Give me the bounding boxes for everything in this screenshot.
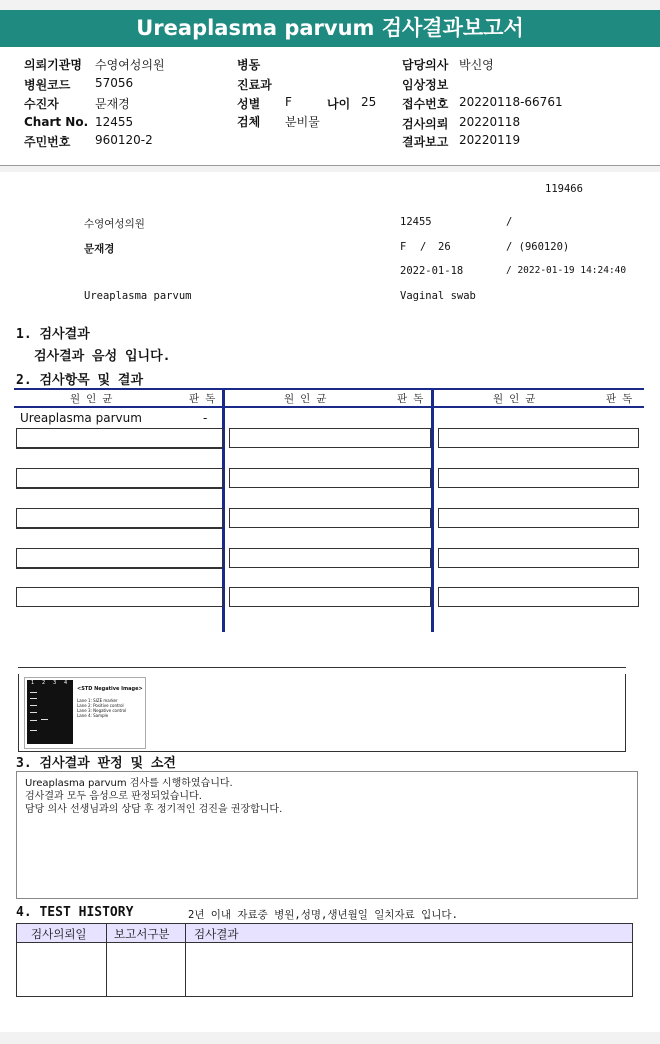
th-judge-3: 판독 bbox=[606, 393, 639, 405]
value-hospital-code: 57056 bbox=[95, 76, 134, 90]
gel-title: <STD Negative Image> bbox=[77, 686, 143, 692]
th-cause-1: 원인균 bbox=[70, 393, 119, 405]
label-patient: 수진자 bbox=[24, 97, 59, 111]
value-sex: F bbox=[285, 95, 292, 109]
pb-sex: F bbox=[400, 241, 407, 253]
result-cell bbox=[229, 428, 431, 448]
result-cell bbox=[438, 428, 639, 448]
pb-chart-no: 12455 bbox=[400, 216, 432, 228]
label-sex: 성별 bbox=[237, 97, 261, 111]
value-accession-no: 20220118-66761 bbox=[459, 95, 563, 109]
label-accession-no: 접수번호 bbox=[402, 97, 449, 111]
value-chart-no: 12455 bbox=[95, 115, 134, 129]
pb-clinic: 수영여성의원 bbox=[84, 218, 145, 230]
row-rule bbox=[16, 488, 222, 489]
section1-result: 검사결과 음성 입니다. bbox=[34, 349, 171, 364]
gel-legend-2: Lane 2: Positive control bbox=[77, 703, 124, 708]
result-cell bbox=[229, 587, 431, 607]
result-cell bbox=[16, 508, 223, 528]
gel-image bbox=[24, 677, 146, 749]
pb-sep: / bbox=[420, 241, 427, 253]
label-chart-no: Chart No. bbox=[24, 115, 89, 129]
label-department: 진료과 bbox=[237, 78, 272, 92]
gel-legend-4: Lane 4: Sample bbox=[77, 713, 109, 718]
history-divider-1 bbox=[106, 924, 107, 996]
row-rule bbox=[16, 448, 222, 449]
comment-line-2: 검사결과 모두 음성으로 판정되었습니다. bbox=[25, 791, 202, 802]
history-divider-2 bbox=[185, 924, 186, 996]
report-page bbox=[0, 172, 660, 1032]
gel-band bbox=[30, 698, 37, 699]
label-clinical-info: 임상정보 bbox=[402, 78, 449, 92]
history-note: 2년 이내 자료중 병원,성명,생년월일 일치자료 입니다. bbox=[188, 909, 458, 921]
gel-band bbox=[41, 719, 48, 720]
gel-band bbox=[30, 720, 37, 721]
gel-legend-3: Lane 3: Negative control bbox=[77, 708, 127, 713]
history-col-result: 검사결과 bbox=[194, 927, 239, 941]
pb-slash: / bbox=[506, 216, 513, 228]
value-report-date: 20220119 bbox=[459, 133, 521, 147]
value-doctor: 박신영 bbox=[459, 58, 494, 72]
value-age: 25 bbox=[361, 95, 377, 109]
gel-lane-1: 1 bbox=[31, 680, 35, 686]
row-rule bbox=[16, 568, 222, 569]
th-judge-2: 판독 bbox=[397, 393, 430, 405]
section2-heading: 2. 검사항목 및 결과 bbox=[16, 373, 144, 388]
pb-birth: / (960120) bbox=[506, 241, 570, 253]
result-cell bbox=[438, 587, 639, 607]
pb-age: 26 bbox=[438, 241, 451, 253]
value-resident-no: 960120-2 bbox=[95, 133, 153, 147]
result-item-name: Ureaplasma parvum bbox=[20, 411, 142, 425]
value-institution: 수영여성의원 bbox=[95, 58, 165, 72]
label-request-date: 검사의뢰 bbox=[402, 117, 449, 131]
row-rule bbox=[16, 528, 222, 529]
report-title: Ureaplasma parvum 검사결과보고서 bbox=[0, 10, 660, 47]
gel-lane-2: 2 bbox=[42, 680, 46, 686]
result-cell bbox=[16, 468, 223, 488]
label-institution: 의뢰기관명 bbox=[24, 58, 82, 72]
label-specimen: 검체 bbox=[237, 115, 261, 129]
result-cell bbox=[438, 508, 639, 528]
gel-band bbox=[30, 730, 37, 731]
history-col-date: 검사의뢰일 bbox=[31, 927, 87, 941]
result-cell bbox=[16, 548, 223, 568]
pb-reported: / 2022-01-19 14:24:40 bbox=[506, 265, 627, 276]
result-cell bbox=[229, 508, 431, 528]
label-ward: 병동 bbox=[237, 58, 261, 72]
gel-band bbox=[30, 705, 37, 706]
gel-band bbox=[30, 692, 37, 693]
header-info bbox=[0, 47, 660, 166]
label-resident-no: 주민번호 bbox=[24, 135, 71, 149]
comment-box bbox=[16, 771, 638, 899]
result-cell bbox=[229, 468, 431, 488]
gel-lane-4: 4 bbox=[64, 680, 68, 686]
pb-test-name: Ureaplasma parvum bbox=[84, 290, 192, 302]
result-cell bbox=[438, 548, 639, 568]
gel-lane-3: 3 bbox=[53, 680, 57, 686]
history-col-type: 보고서구분 bbox=[114, 927, 170, 941]
history-table bbox=[16, 923, 633, 997]
label-report-date: 결과보고 bbox=[402, 135, 449, 149]
result-item-judge: - bbox=[203, 411, 208, 425]
history-header-row bbox=[17, 924, 632, 943]
value-patient: 문재경 bbox=[95, 97, 130, 111]
pb-name: 문재경 bbox=[84, 243, 115, 255]
label-hospital-code: 병원코드 bbox=[24, 78, 71, 92]
pb-received: 2022-01-18 bbox=[400, 265, 464, 277]
result-cell bbox=[229, 548, 431, 568]
pb-specimen: Vaginal swab bbox=[400, 290, 476, 302]
value-request-date: 20220118 bbox=[459, 115, 521, 129]
table-header-rule bbox=[14, 406, 644, 408]
th-judge-1: 판독 bbox=[189, 393, 222, 405]
result-cell bbox=[438, 468, 639, 488]
result-cell bbox=[16, 587, 223, 607]
table-divider-2 bbox=[431, 388, 434, 632]
gel-legend-1: Lane 1: SIZE marker bbox=[77, 698, 118, 703]
table-top-rule bbox=[14, 388, 644, 390]
section4-heading: 4. TEST HISTORY bbox=[16, 905, 134, 920]
th-cause-3: 원인균 bbox=[493, 393, 542, 405]
doc-number: 119466 bbox=[545, 183, 583, 195]
section3-heading: 3. 검사결과 판정 및 소견 bbox=[16, 756, 176, 771]
th-cause-2: 원인균 bbox=[284, 393, 333, 405]
comment-line-1: Ureaplasma parvum 검사를 시행하였습니다. bbox=[25, 778, 233, 789]
result-cell bbox=[16, 428, 223, 448]
value-specimen: 분비물 bbox=[285, 115, 320, 129]
section1-heading: 1. 검사결과 bbox=[16, 327, 90, 342]
gel-band bbox=[30, 712, 37, 713]
label-doctor: 담당의사 bbox=[402, 58, 449, 72]
label-age: 나이 bbox=[327, 97, 351, 111]
comment-line-3: 담당 의사 선생님과의 상담 후 정기적인 검진을 권장합니다. bbox=[25, 804, 283, 815]
gel-top-rule bbox=[18, 667, 626, 668]
